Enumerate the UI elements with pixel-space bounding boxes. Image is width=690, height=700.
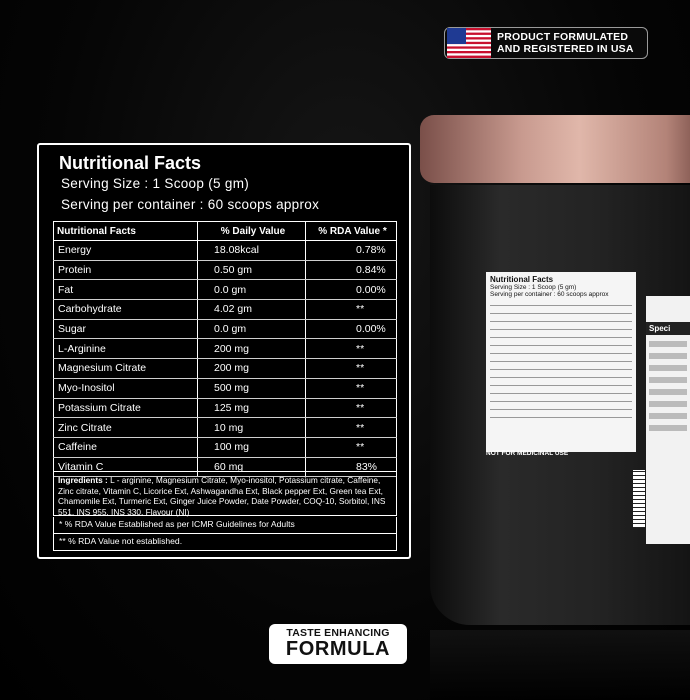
facts-cell-daily: 0.0 gm [198, 319, 306, 339]
facts-row [54, 378, 397, 398]
facts-cell-name: Sugar [54, 319, 198, 339]
rda-footnote-2: ** % RDA Value not established. [53, 534, 397, 551]
facts-cell-rda: 0.00% [306, 280, 397, 300]
facts-row [54, 418, 397, 438]
facts-cell-rda: ** [306, 339, 397, 359]
nutrition-facts-panel [37, 143, 411, 559]
col-header-name: Nutritional Facts [54, 222, 198, 241]
badge-line-1: PRODUCT FORMULATED [497, 31, 629, 43]
facts-cell-name: Zinc Citrate [54, 418, 198, 438]
facts-row [54, 319, 397, 339]
rda-footnote-1: * % RDA Value Established as per ICMR Guidelines for Adults [53, 517, 397, 534]
facts-cell-rda: 0.78% [306, 241, 397, 261]
jar-label-row [490, 338, 632, 346]
jar-label-servings: Serving per container : 60 scoops approx [490, 291, 609, 298]
facts-row [54, 280, 397, 300]
side-panel-text [649, 341, 687, 347]
facts-cell-daily: 4.02 gm [198, 300, 306, 320]
facts-row [54, 437, 397, 457]
facts-row [54, 300, 397, 320]
facts-cell-name: Caffeine [54, 437, 198, 457]
jar-label-row [490, 378, 632, 386]
jar-label-row [490, 370, 632, 378]
ingredients-label: Ingredients : [58, 475, 108, 485]
facts-cell-name: Magnesium Citrate [54, 359, 198, 379]
side-panel-text [649, 425, 687, 431]
facts-title: Nutritional Facts [59, 153, 202, 173]
serving-size: Serving Size : 1 Scoop (5 gm) [61, 176, 250, 191]
facts-cell-name: Myo-Inositol [54, 378, 198, 398]
jar-label-row [490, 314, 632, 322]
jar-label-title: Nutritional Facts [490, 275, 554, 284]
jar-label-row [490, 402, 632, 410]
barcode [633, 470, 645, 528]
facts-cell-rda: ** [306, 418, 397, 438]
facts-cell-name: Potassium Citrate [54, 398, 198, 418]
facts-cell-rda: ** [306, 437, 397, 457]
jar-lid [420, 115, 690, 183]
not-medicinal-heading: NOT FOR MEDICINAL USE [486, 450, 569, 457]
facts-cell-rda: ** [306, 378, 397, 398]
facts-cell-name: Fat [54, 280, 198, 300]
jar-label-row [490, 322, 632, 330]
facts-row [54, 260, 397, 280]
col-header-daily: % Daily Value [198, 222, 306, 241]
facts-cell-daily: 60 mg [198, 457, 306, 477]
ingredients-text: L - arginine, Magnesium Citrate, Myo-inositol, Potassium citrate, Caffeine, Zinc citrate, Vitamin C, Licorice Ext, Ashwagandha Ext, Black pepper Ext, Green tea Ext, Chamomile Ext, Turmeric Ext, Ginger Juice Powder, Date Powder, COQ-10, Sorbitol, INS 551, INS 955, INS 330, Flavour (NI) [58, 475, 386, 517]
jar-label-row [490, 394, 632, 402]
side-panel-text [649, 413, 687, 419]
side-panel-text [649, 365, 687, 371]
facts-cell-rda: 0.00% [306, 319, 397, 339]
col-header-rda: % RDA Value * [306, 222, 397, 241]
taste-enhancing-badge [269, 624, 407, 664]
side-panel-text [649, 377, 687, 383]
facts-cell-daily: 0.50 gm [198, 260, 306, 280]
facts-cell-name: Protein [54, 260, 198, 280]
facts-cell-daily: 18.08kcal [198, 241, 306, 261]
side-panel-text [649, 389, 687, 395]
servings-per-container: Serving per container : 60 scoops approx [61, 197, 320, 212]
jar-label-row [490, 298, 632, 306]
badge-text [497, 31, 634, 55]
facts-cell-daily: 200 mg [198, 339, 306, 359]
facts-cell-rda: ** [306, 300, 397, 320]
side-panel-text [649, 353, 687, 359]
jar-label-row [490, 306, 632, 314]
usa-registered-badge [444, 27, 648, 59]
facts-cell-name: Vitamin C [54, 457, 198, 477]
facts-row [54, 241, 397, 261]
jar-side-panel [646, 296, 690, 544]
facts-cell-daily: 500 mg [198, 378, 306, 398]
taste-line-1: TASTE ENHANCING [286, 627, 390, 639]
jar-label-row [490, 362, 632, 370]
side-panel-heading: Speci [646, 322, 690, 335]
facts-row [54, 359, 397, 379]
jar-label-row [490, 346, 632, 354]
jar-label-row [490, 354, 632, 362]
facts-header-row [54, 222, 397, 241]
facts-row [54, 398, 397, 418]
facts-cell-daily: 10 mg [198, 418, 306, 438]
jar-warning-section [486, 450, 636, 457]
badge-line-2: AND REGISTERED IN USA [497, 43, 634, 55]
facts-cell-name: Carbohydrate [54, 300, 198, 320]
facts-table [53, 221, 397, 477]
facts-cell-daily: 100 mg [198, 437, 306, 457]
jar-reflection [430, 630, 690, 700]
facts-row [54, 339, 397, 359]
facts-table-body [54, 241, 397, 477]
usa-flag-icon [447, 28, 491, 58]
jar-label-serving-size: Serving Size : 1 Scoop (5 gm) [490, 284, 577, 291]
facts-cell-name: Energy [54, 241, 198, 261]
jar-nutrition-label [486, 272, 636, 452]
facts-cell-daily: 125 mg [198, 398, 306, 418]
facts-cell-name: L-Arginine [54, 339, 198, 359]
facts-cell-rda: 83% [306, 457, 397, 477]
taste-line-2: FORMULA [285, 638, 391, 660]
facts-cell-daily: 200 mg [198, 359, 306, 379]
ingredients-box [53, 471, 397, 516]
jar-label-row [490, 410, 632, 418]
facts-cell-rda: ** [306, 398, 397, 418]
jar-label-row [490, 330, 632, 338]
facts-cell-rda: 0.84% [306, 260, 397, 280]
facts-cell-daily: 0.0 gm [198, 280, 306, 300]
facts-cell-rda: ** [306, 359, 397, 379]
side-panel-text [649, 401, 687, 407]
jar-label-row [490, 386, 632, 394]
